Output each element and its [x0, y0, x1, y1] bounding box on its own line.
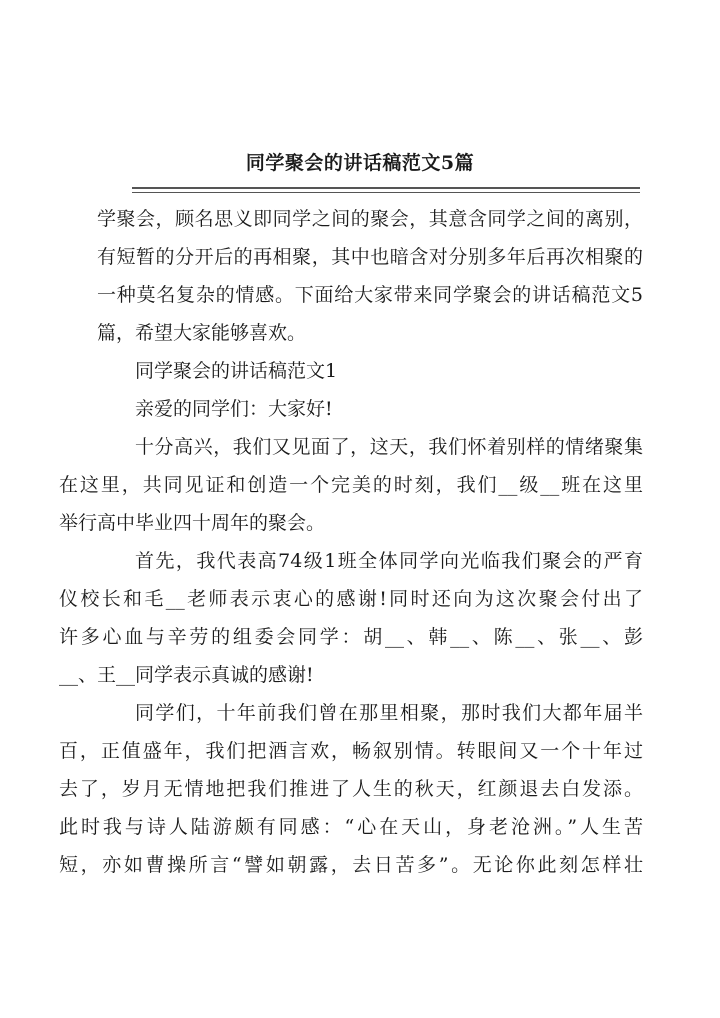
section-heading [97, 352, 643, 390]
text-line: 同学聚会的讲话稿范文1 [135, 360, 338, 382]
text-line: __、王__同学表示真诚的感谢! [59, 664, 314, 686]
document-body [59, 200, 643, 884]
text-line: 亲爱的同学们：大家好! [135, 398, 333, 420]
text-line: 许多心血与辛劳的组委会同学：胡__、韩__、陈__、张__、彭 [59, 626, 643, 648]
paragraph-opening [59, 428, 643, 542]
text-line: 有短暂的分开后的再相聚，其中也暗含对分别多年后再次相聚的 [97, 246, 643, 268]
paragraph-intro [97, 200, 643, 352]
text-line: 去了，岁月无情地把我们推进了人生的秋天，红颜退去白发添。 [59, 778, 643, 800]
text-line: 百，正值盛年，我们把酒言欢，畅叙别情。转眼间又一个十年过 [59, 740, 643, 762]
title-divider-thin [132, 192, 640, 193]
text-line: 一种莫名复杂的情感。下面给大家带来同学聚会的讲话稿范文5 [97, 284, 643, 306]
text-line: 举行高中毕业四十周年的聚会。 [59, 512, 326, 534]
document-title: 同学聚会的讲话稿范文5篇 [245, 152, 475, 174]
text-line: 在这里，共同见证和创造一个完美的时刻，我们__级__班在这里 [59, 474, 643, 496]
text-line: 学聚会，顾名思义即同学之间的聚会，其意含同学之间的离别， [97, 208, 643, 230]
paragraph-thanks [59, 542, 643, 694]
text-line: 篇，希望大家能够喜欢。 [97, 322, 307, 344]
text-line: 仪校长和毛__老师表示衷心的感谢!同时还向为这次聚会付出了 [59, 588, 643, 610]
paragraph-reminiscence [59, 694, 643, 884]
paragraph-greeting [97, 390, 643, 428]
text-line: 首先，我代表高74级1班全体同学向光临我们聚会的严育 [135, 550, 643, 572]
text-line: 短，亦如曹操所言“譬如朝露，去日苦多”。无论你此刻怎样壮 [59, 854, 643, 876]
title-divider-thick [132, 187, 640, 189]
text-line: 同学们，十年前我们曾在那里相聚，那时我们大都年届半 [135, 702, 643, 724]
text-line: 此时我与诗人陆游颇有同感：“心在天山，身老沧洲。”人生苦 [59, 816, 643, 838]
text-line: 十分高兴，我们又见面了，这天，我们怀着别样的情绪聚集 [135, 436, 643, 458]
